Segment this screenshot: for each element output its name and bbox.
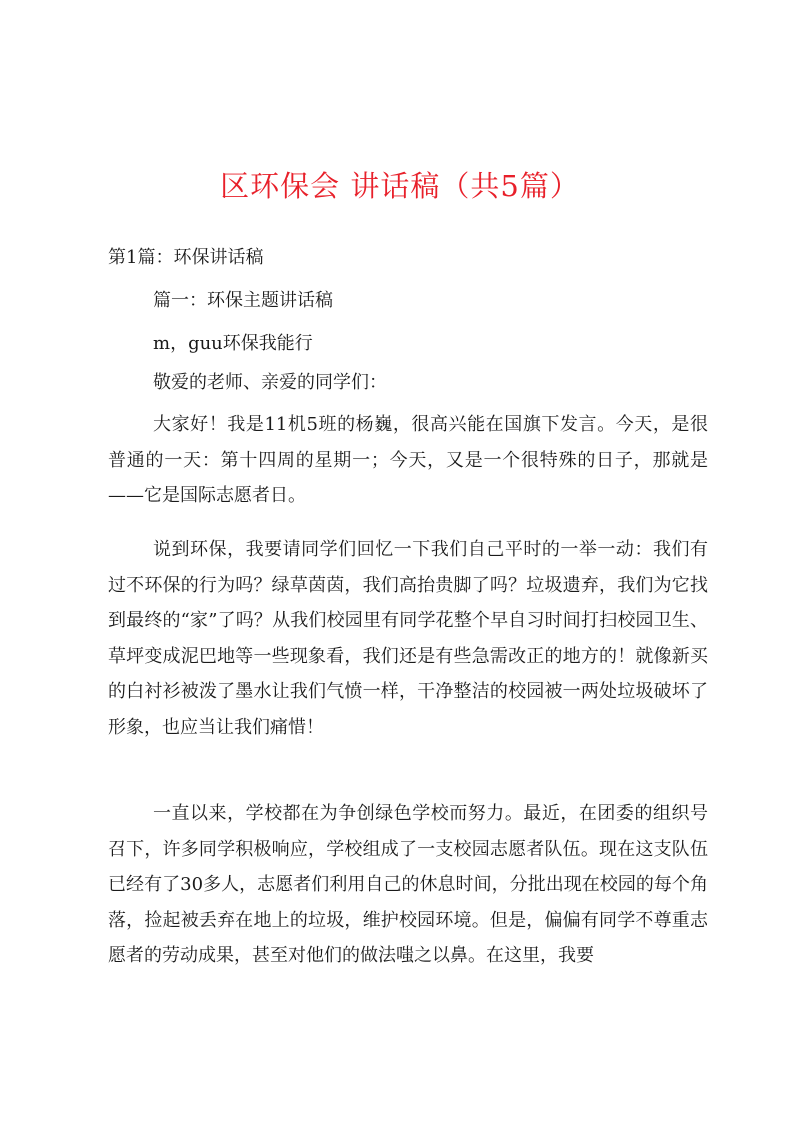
- document-title: 区环保会 讲话稿（共5篇）: [220, 169, 580, 203]
- paragraph-3: 一直以来，学校都在为争创绿色学校而努力。最近，在团委的组织号召下，许多同学积极响应，学校组成了一支校园志愿者队伍。现在这支队伍已经有了30多人，志愿者们利用自己的休息时间，分批出现在校园的每个角落，捡起被丢弃在地上的垃圾，维护校园环境。但是，偏偏有同学不尊重志愿者的劳动成果，甚至对他们的做法嗤之以鼻。在这里，我要: [108, 803, 708, 966]
- paragraph-2: 说到环保，我要请同学们回忆一下我们自己平时的一举一动：我们有过不环保的行为吗？绿草茵茵，我们高抬贵脚了吗？垃圾遗弃，我们为它找到最终的“家”了吗？从我们校园里有同学花整个早自习时间打扫校园卫生、草坪变成泥巴地等一些现象看，我们还是有些急需改正的地方的！就像新买的白衬衫被泼了墨水让我们气愤一样，干净整洁的校园被一两处垃圾破坏了形象，也应当让我们痛惜！: [108, 539, 708, 738]
- paragraph-1: 大家好！我是11机5班的杨巍，很高兴能在国旗下发言。今天，是很普通的一天：第十四周的星期一；今天，又是一个很特殊的日子，那就是——它是国际志愿者日。: [108, 414, 708, 506]
- sub-heading: 篇一：环保主题讲话稿: [153, 290, 333, 311]
- greeting: 敬爱的老师、亲爱的同学们：: [153, 372, 387, 393]
- section-heading: 第1篇：环保讲话稿: [108, 247, 264, 268]
- speech-title: m，guu环保我能行: [153, 333, 313, 354]
